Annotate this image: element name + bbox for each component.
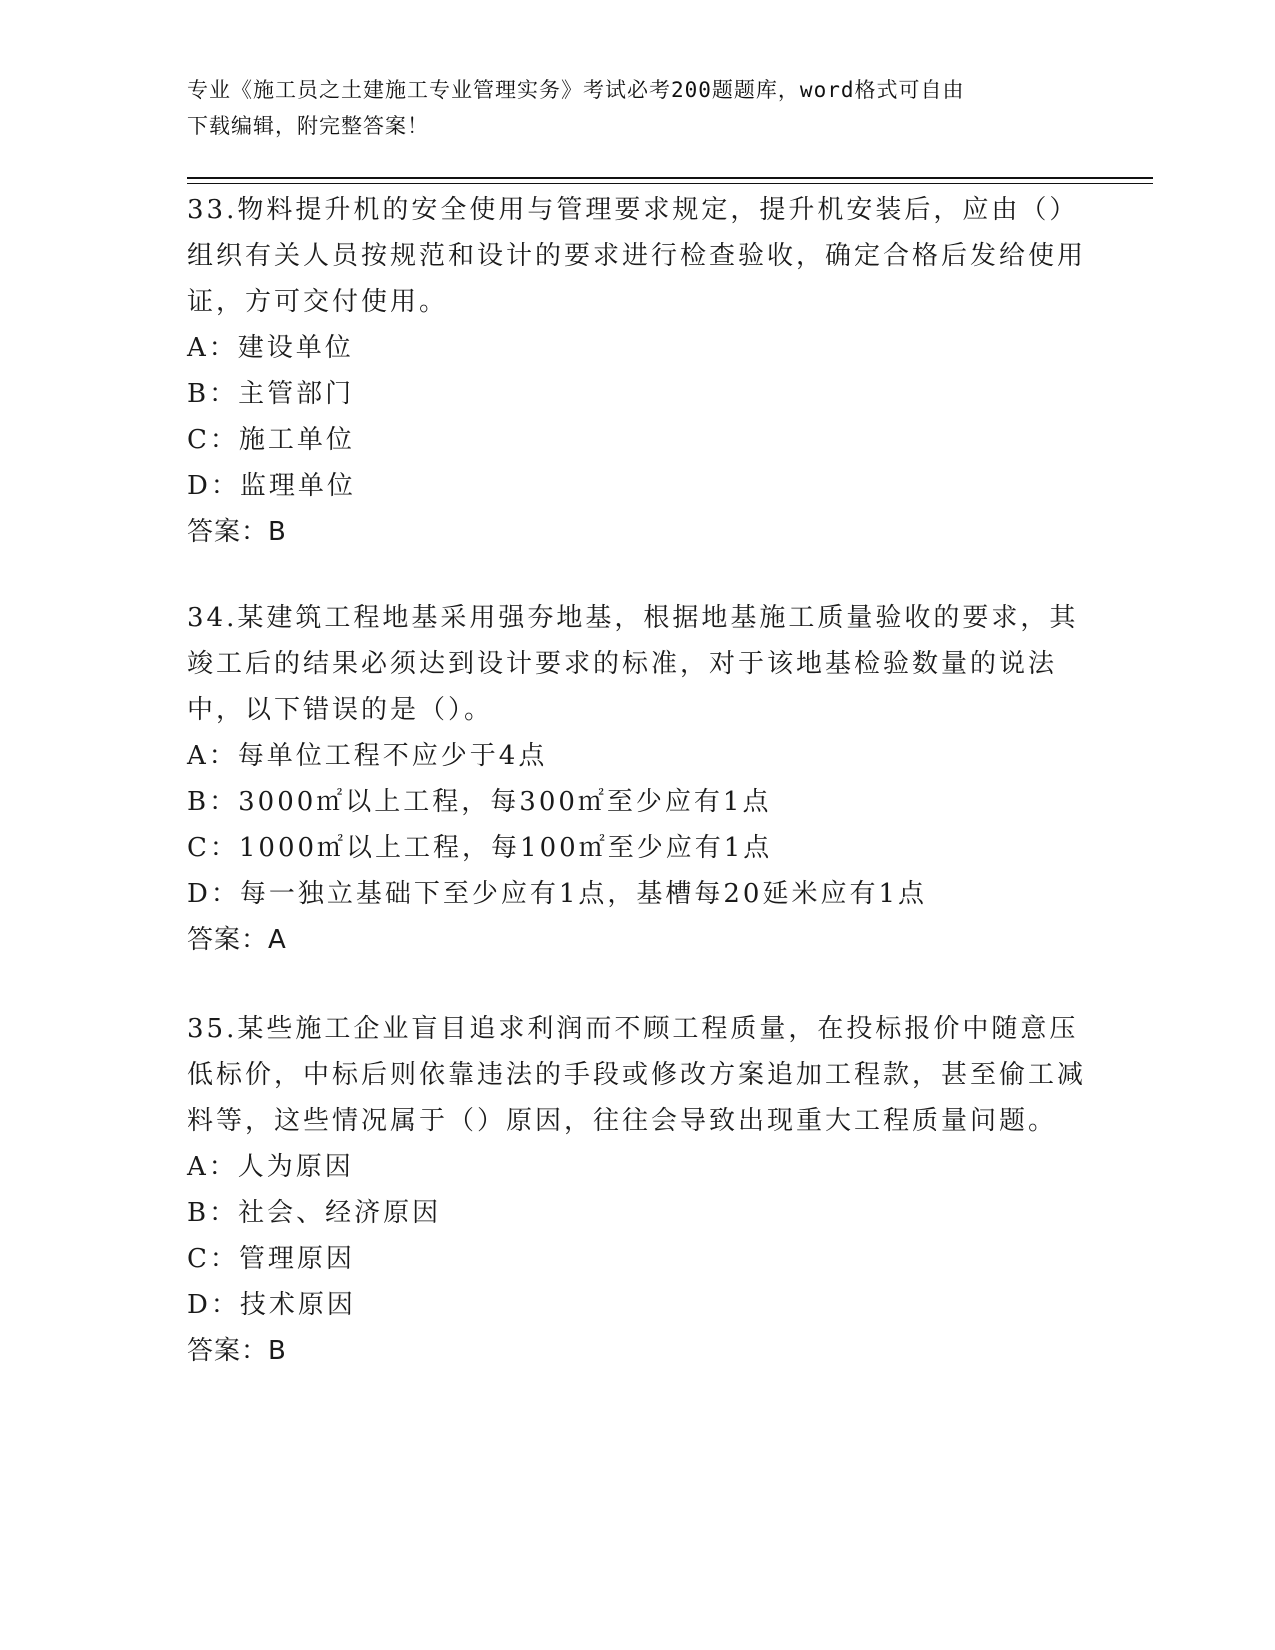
question-34 (187, 595, 1087, 963)
header-divider-thick (187, 177, 1153, 179)
option-a: A：每单位工程不应少于4点 (187, 741, 548, 771)
option-b: B：社会、经济原因 (187, 1198, 442, 1228)
document-header (187, 72, 1067, 144)
header-text-line2: 下载编辑，附完整答案！ (187, 114, 429, 138)
answer-line: 答案：B (187, 1336, 287, 1366)
option-b: B：3000㎡以上工程，每300㎡至少应有1点 (187, 787, 772, 817)
option-a: A：建设单位 (187, 333, 354, 363)
header-divider-thin (187, 183, 1153, 184)
option-b: B：主管部门 (187, 379, 355, 409)
question-33 (187, 187, 1087, 555)
question-35 (187, 1006, 1087, 1374)
question-stem: 34.某建筑工程地基采用强夯地基，根据地基施工质量验收的要求，其竣工后的结果必须达到设计要求的标准，对于该地基检验数量的说法中，以下错误的是（）。 (187, 603, 1079, 725)
answer-line: 答案：B (187, 517, 287, 547)
option-c: C：施工单位 (187, 425, 355, 455)
question-stem: 35.某些施工企业盲目追求利润而不顾工程质量，在投标报价中随意压低标价，中标后则依靠违法的手段或修改方案追加工程款，甚至偷工减料等，这些情况属于（）原因，往往会导致出现重大工程质量问题。 (187, 1014, 1087, 1136)
option-c: C：1000㎡以上工程，每100㎡至少应有1点 (187, 833, 773, 863)
option-d: D：监理单位 (187, 471, 356, 501)
question-stem: 33.物料提升机的安全使用与管理要求规定，提升机安装后，应由（）组织有关人员按规范和设计的要求进行检查验收，确定合格后发给使用证，方可交付使用。 (187, 195, 1087, 317)
option-d: D：技术原因 (187, 1290, 356, 1320)
option-c: C：管理原因 (187, 1244, 355, 1274)
option-a: A：人为原因 (187, 1152, 354, 1182)
option-d: D：每一独立基础下至少应有1点，基槽每20延米应有1点 (187, 879, 928, 909)
answer-line: 答案：A (187, 925, 287, 955)
header-text-line1: 专业《施工员之土建施工专业管理实务》考试必考200题题库，word格式可自由 (187, 78, 965, 102)
